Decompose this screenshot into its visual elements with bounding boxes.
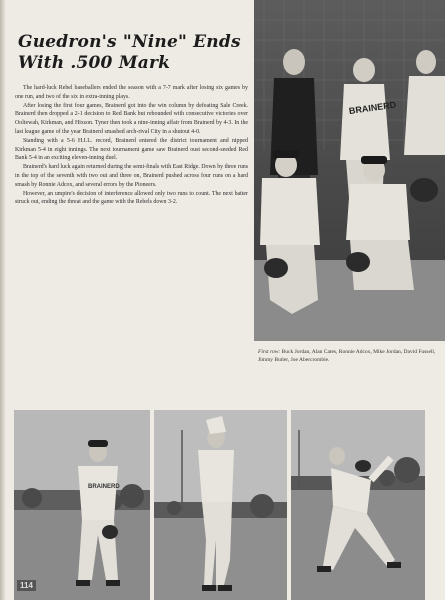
jersey-lettering: BRAINERD <box>88 484 120 490</box>
page-binding-shadow <box>0 0 6 600</box>
jersey-lettering: BRAINERD <box>348 99 397 117</box>
caption-names: Buck Jordan, Alan Cates, Ronnie Adcox, Mike Jordan, David Fussell, Jimmy Butler, Joe Abercrombie. <box>258 349 436 363</box>
article-paragraph: Standing with a 5-6 H.I.L. record, Brainerd entered the district tournament and nipped Kirkman 5-4 in eight innings. The next tournament game saw Brainerd oust second-seeded Red Bank 5-4 in an exciting eleven-inning duel. <box>15 137 248 162</box>
action-photo-batter <box>14 410 150 600</box>
page-number: 114 <box>17 580 36 591</box>
action-photo-pitcher-windup <box>154 410 287 600</box>
photo-caption <box>258 348 442 364</box>
article-body <box>15 84 248 207</box>
team-photo <box>254 0 445 341</box>
article-paragraph: However, an umpire's decision of interference allowed only two runs to count. The next batter struck out, ending the threat and the game with the Rebels down 3-2. <box>15 190 248 206</box>
article-paragraph: After losing the first four games, Brainerd got into the win column by defeating Sale Creek. Brainerd then dropped a 2-1 decision to Red Bank but rebounded with consecutive victories over Ooltewah, Kirkman, and Hixson. Tyner then took a nine-inning affair from Brainerd by 4-3. In the last league game of the year Brainerd smashed arch-rival City in a shutout 4-0. <box>15 102 248 135</box>
action-photo-pitcher-delivery <box>291 410 425 600</box>
article-paragraph: The hard-luck Rebel baseballers ended the season with a 7-7 mark after losing six games by one run, and two of the six in extra-inning plays. <box>15 85 248 100</box>
article-headline: Guedron's "Nine" Ends With .500 Mark <box>18 32 241 73</box>
article-paragraph: Brainerd's hard luck again returned during the semi-finals with East Ridge. Down by three runs in the top of the seventh with two out and three on, Brainerd pushed across four runs on a hard smash by Ronnie Adcox, and several errors by the Pioneers. <box>15 164 248 188</box>
caption-lead: First row: <box>258 349 281 355</box>
